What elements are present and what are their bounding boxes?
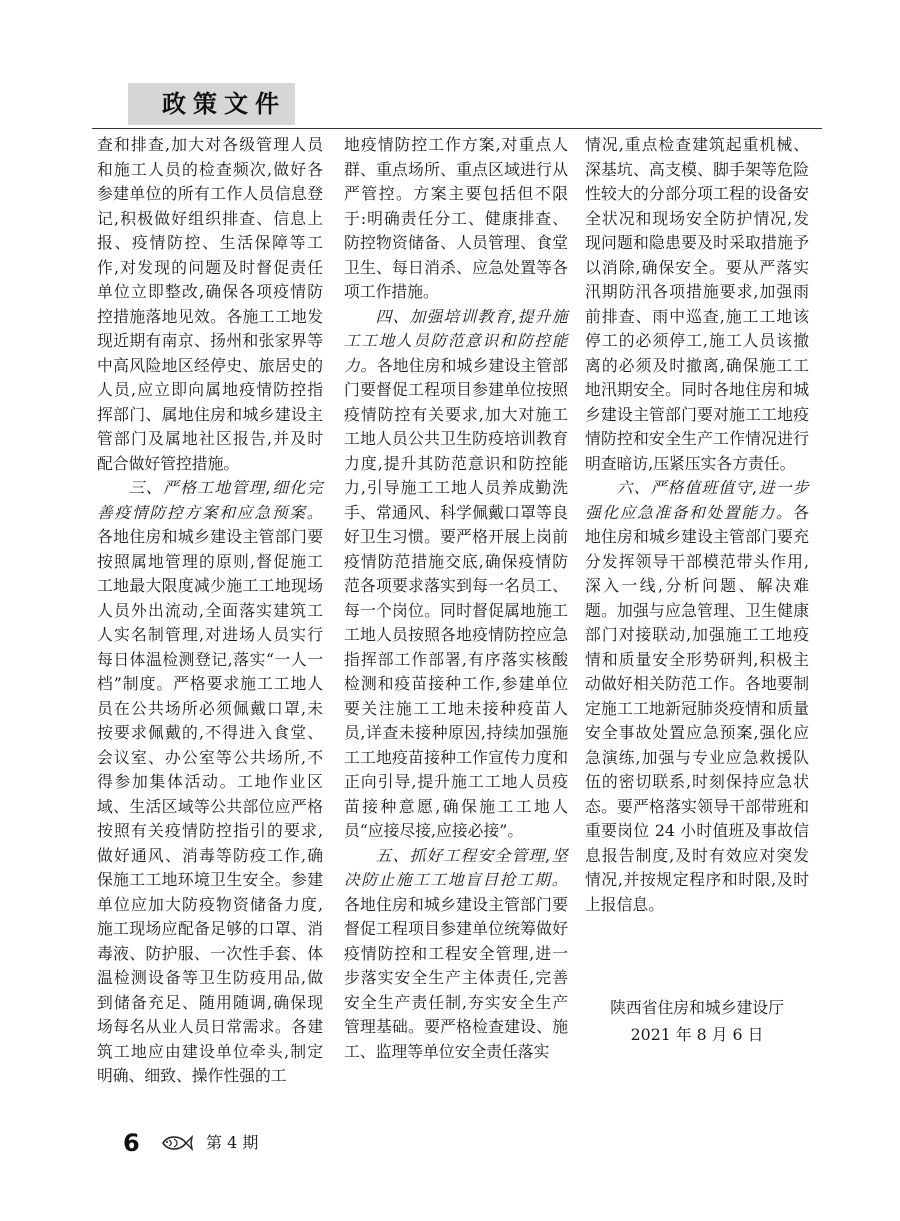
header-rule	[92, 128, 822, 129]
paragraph-body: 各地住房和城乡建设主管部门要督促工程项目参建单位统筹做好疫情防控和工程安全管理,进一步落实安全生产主体责任,完善安全生产责任制,夯实安全生产管理基础。要严格检查建设、施工、监理等单位安全责任落实	[344, 894, 568, 1061]
paragraph	[344, 305, 568, 844]
paragraph	[344, 844, 568, 1065]
paragraph-body: 各地住房和城乡建设主管部门要充分发挥领导干部模范带头作用,深入一线,分析问题、解决难题。加强与应急管理、卫生健康部门对接联动,加强施工工地疫情和质量安全形势研判,积极主动做好相关防范工作。各地要制定施工工地新冠肺炎疫情和质量安全事故处置应急预案,强化应急演练,加强与专业应急救援队伍的密切联系,时刻保持应急状态。要严格落实领导干部带班和重要岗位 24 小时值班及事故信息报告制度,及时有效应对突发情况,并按规定程序和时限,及时上报信息。	[585, 502, 809, 914]
section-title: 政策文件	[162, 90, 286, 118]
paragraph	[585, 476, 809, 917]
decorative-fish-icon	[160, 1132, 194, 1154]
issue-label: 第 4 期	[206, 1133, 259, 1152]
paragraph	[97, 476, 323, 1089]
page-number: 6	[123, 1129, 140, 1157]
issuer: 陕西省住房和城乡建设厅	[610, 998, 784, 1017]
column-right	[585, 133, 809, 917]
section-heading: 五、抓好工程安全管理,坚决防止施工工地盲目抢工期。	[344, 845, 568, 889]
paragraph-body: 各地住房和城乡建设主管部门要按照属地管理的原则,督促施工工地最大限度减少施工工地现场人员外出流动,全面落实建筑工人实名制管理,对进场人员实行每日体温检测登记,落实“一人一档”制度。严格要求施工工地人员在公共场所必须佩戴口罩,未按要求佩戴的,不得进入食堂、会议室、办公室等公共场所,不得参加集体活动。工地作业区域、生活区域等公共部位应严格按照有关疫情防控指引的要求,做好通风、消毒等防疫工作,确保施工工地环境卫生安全。参建单位应加大防疫物资储备力度,施工现场应配备足够的口罩、消毒液、防护服、一次性手套、体温检测设备等卫生防疫用品,做到储备充足、随用随调,确保现场每名从业人员日常需求。各建筑工地应由建设单位牵头,制定明确、细致、操作性强的工	[97, 527, 323, 1085]
paragraph: 地疫情防控工作方案,对重点人群、重点场所、重点区域进行从严管控。方案主要包括但不限于:明确责任分工、健康排查、防控物资储备、人员管理、食堂卫生、每日消杀、应急处置等各项工作措施。	[344, 135, 568, 301]
column-middle	[344, 133, 568, 1064]
column-left	[97, 133, 323, 1089]
section-heading: 三、严格工地管理,细化完善疫情防控方案和应急预案。	[97, 478, 323, 522]
issue-date: 2021 年 8 月 6 日	[630, 1025, 764, 1044]
section-heading: 六、严格值班值守,进一步强化应急准备和处置能力。	[585, 478, 809, 522]
paragraph-body: 各地住房和城乡建设主管部门要督促工程项目参建单位按照疫情防控有关要求,加大对施工工地人员公共卫生防疫培训教育力度,提升其防范意识和防控能力,引导施工工地人员养成勤洗手、常通风、科学佩戴口罩等良好卫生习惯。要严格开展上岗前疫情防范措施交底,确保疫情防范各项要求落实到每一名员工、每一个岗位。同时督促属地施工工地人员按照各地疫情防控应急指挥部工作部署,有序落实核酸检测和疫苗接种工作,参建单位要关注施工工地未接种疫苗人员,详查未接种原因,持续加强施工工地疫苗接种工作宣传力度和正向引导,提升施工工地人员疫苗接种意愿,确保施工工地人员“应接尽接,应接必接”。	[344, 355, 568, 840]
signature-block	[585, 994, 809, 1048]
paragraph: 查和排查,加大对各级管理人员和施工人员的检查频次,做好各参建单位的所有工作人员信息登记,积极做好组织排查、信息上报、疫情防控、生活保障等工作,对发现的问题及时督促责任单位立即整改,确保各项疫情防控措施落地见效。各施工工地发现近期有南京、扬州和张家界等中高风险地区经停史、旅居史的人员,应立即向属地疫情防控指挥部门、属地住房和城乡建设主管部门及属地社区报告,并及时配合做好管控措施。	[97, 135, 323, 473]
paragraph: 情况,重点检查建筑起重机械、深基坑、高支模、脚手架等危险性较大的分部分项工程的设备安全状况和现场安全防护情况,发现问题和隐患要及时采取措施予以消除,确保安全。要从严落实汛期防汛各项措施要求,加强雨前排查、雨中巡查,施工工地该停工的必须停工,施工人员该撤离的必须及时撤离,确保施工工地汛期安全。同时各地住房和城乡建设主管部门要对施工工地疫情防控和安全生产工作情况进行明查暗访,压紧压实各方责任。	[585, 135, 809, 473]
section-heading: 四、加强培训教育,提升施工工地人员防范意识和防控能力。	[344, 306, 568, 375]
